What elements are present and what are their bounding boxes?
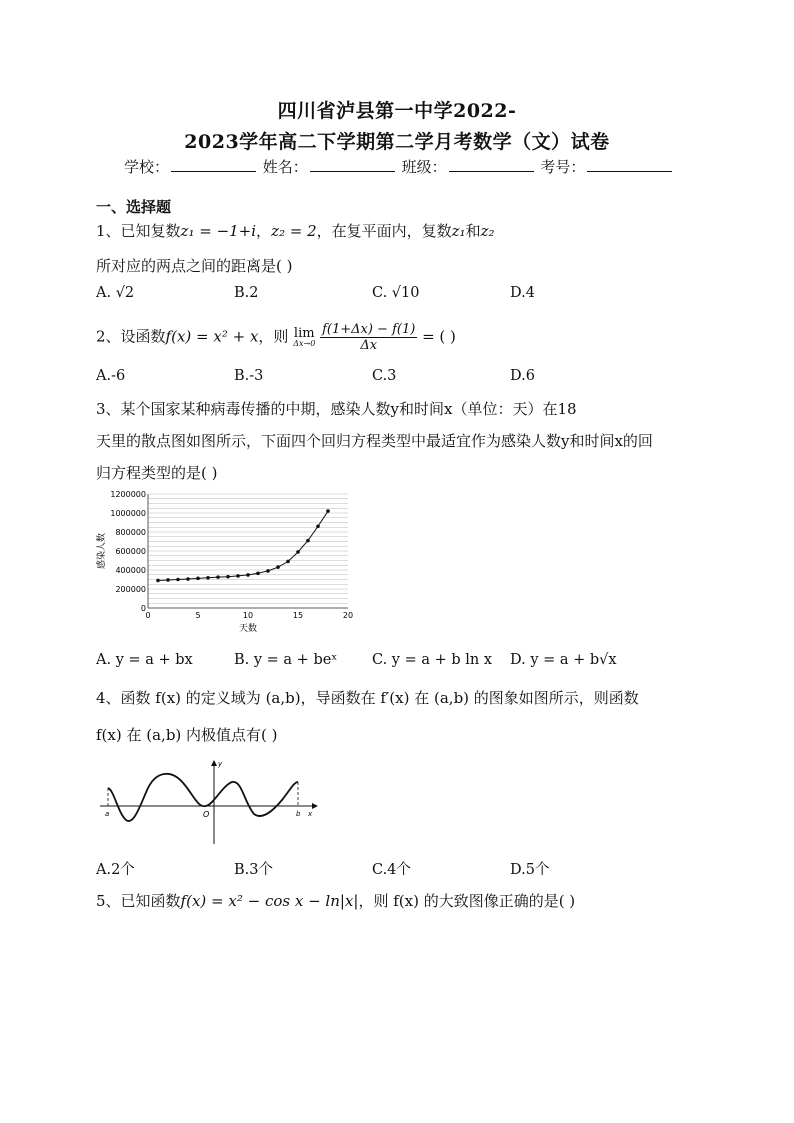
b-label: b bbox=[296, 810, 301, 818]
y-tick-label: 1200000 bbox=[110, 490, 146, 499]
x-tick-label: 10 bbox=[242, 611, 254, 620]
data-point bbox=[296, 550, 300, 554]
q1-option-a: A. √2 bbox=[96, 285, 135, 301]
q2-numerator: f(1+Δx) − f(1) bbox=[322, 322, 416, 337]
scatter-chart bbox=[92, 486, 362, 646]
data-point bbox=[326, 509, 330, 513]
q2-then: ，则 bbox=[258, 327, 289, 346]
x-tick-label: 5 bbox=[195, 611, 201, 620]
origin-label: O bbox=[203, 810, 210, 819]
q2-option-a: A.-6 bbox=[96, 368, 126, 384]
q5-suffix: ，则 f(x) 的大致图像正确的是( ) bbox=[358, 892, 576, 910]
paper-title-line2: 2023学年高二下学期第二学月考数学（文）试卷 bbox=[184, 131, 610, 153]
q4-option-d: D.5个 bbox=[510, 862, 550, 878]
q2-option-b: B.-3 bbox=[234, 368, 264, 384]
q2-limit bbox=[293, 327, 315, 348]
data-point bbox=[256, 572, 260, 576]
name-label: 姓名： bbox=[262, 158, 308, 176]
number-label: 考号： bbox=[540, 158, 586, 176]
q3-option-c: C. y = a + b ln x bbox=[372, 652, 493, 668]
class-blank[interactable] bbox=[449, 157, 534, 172]
data-point bbox=[236, 574, 240, 578]
q2-option-c: C.3 bbox=[372, 368, 397, 384]
q4-option-c: C.4个 bbox=[372, 862, 411, 878]
x-tick-label: 20 bbox=[342, 611, 354, 620]
q2-lim: lim bbox=[293, 326, 315, 341]
question-1-line1 bbox=[96, 220, 495, 241]
data-point bbox=[246, 573, 250, 577]
q2-fraction bbox=[320, 322, 417, 353]
q2-func: f(x) = x² + x bbox=[165, 327, 259, 346]
data-point bbox=[156, 579, 160, 583]
y-axis-label: 感染人数 bbox=[97, 532, 107, 570]
data-point bbox=[226, 575, 230, 579]
data-point bbox=[176, 578, 180, 582]
data-point bbox=[276, 565, 280, 569]
q1-option-b: B.2 bbox=[234, 285, 259, 301]
y-tick-label: 1000000 bbox=[110, 509, 146, 518]
q2-option-d: D.6 bbox=[510, 368, 535, 384]
q3-option-a: A. y = a + bx bbox=[96, 652, 193, 668]
y-tick-label: 400000 bbox=[115, 566, 146, 575]
q1-z1b: z₁ bbox=[451, 222, 466, 240]
q1-option-c: C. √10 bbox=[372, 285, 420, 301]
student-info-fields bbox=[124, 156, 674, 177]
question-4-line2: f(x) 在 (a,b) 内极值点有( ) bbox=[96, 726, 278, 744]
class-label: 班级： bbox=[401, 158, 447, 176]
q2-denominator: Δx bbox=[360, 338, 378, 353]
q3-option-d: D. y = a + b√x bbox=[510, 652, 617, 668]
q1-z1: z₁ = −1+i bbox=[180, 222, 257, 240]
data-point bbox=[206, 576, 210, 580]
number-blank[interactable] bbox=[587, 157, 672, 172]
derivative-graph bbox=[96, 758, 326, 850]
question-3-line2: 天里的散点图如图所示，下面四个回归方程类型中最适宜作为感染人数y和时间x的回 bbox=[96, 432, 653, 450]
x-label: x bbox=[308, 810, 313, 818]
y-tick-label: 200000 bbox=[115, 585, 146, 594]
school-blank[interactable] bbox=[171, 157, 256, 172]
school-label: 学校： bbox=[124, 158, 170, 176]
q1-sep: ， bbox=[256, 222, 272, 240]
x-tick-label: 0 bbox=[145, 611, 151, 620]
x-axis-arrow-icon bbox=[312, 803, 318, 809]
question-3-line1: 3、某个国家某种病毒传播的中期，感染人数y和时间x（单位：天）在18 bbox=[96, 400, 577, 418]
section-choice-heading: 一、选择题 bbox=[96, 198, 172, 216]
q1-option-d: D.4 bbox=[510, 285, 535, 301]
q5-prefix: 5、已知函数 bbox=[96, 892, 181, 910]
name-blank[interactable] bbox=[310, 157, 395, 172]
data-point bbox=[216, 575, 220, 579]
data-point bbox=[196, 577, 200, 581]
q4-option-a: A.2个 bbox=[96, 862, 135, 878]
question-3-line3: 归方程类型的是( ) bbox=[96, 464, 218, 482]
data-point bbox=[166, 578, 170, 582]
q1-z2: z₂ = 2 bbox=[271, 222, 317, 240]
q2-lim-sub: Δx→0 bbox=[293, 339, 316, 348]
paper-title-line1: 四川省泸县第一中学2022- bbox=[277, 100, 517, 122]
data-point bbox=[186, 577, 190, 581]
y-tick-label: 600000 bbox=[115, 547, 146, 556]
q3-option-b: B. y = a + beˣ bbox=[234, 652, 338, 668]
data-point bbox=[266, 569, 270, 573]
q4-option-b: B.3个 bbox=[234, 862, 273, 878]
question-5 bbox=[96, 890, 575, 911]
question-2 bbox=[96, 322, 456, 353]
data-point bbox=[316, 525, 320, 529]
data-point bbox=[286, 560, 290, 564]
y-tick-label: 0 bbox=[140, 604, 146, 613]
q5-func: f(x) = x² − cos x − ln|x| bbox=[180, 892, 359, 910]
y-axis-arrow-icon bbox=[211, 760, 217, 766]
q1-middle: ，在复平面内，复数 bbox=[316, 222, 452, 240]
q2-tail: = ( ) bbox=[422, 327, 456, 346]
q1-and: 和 bbox=[465, 222, 481, 240]
y-label: y bbox=[218, 760, 223, 768]
q1-z2b: z₂ bbox=[480, 222, 495, 240]
x-axis-label: 天数 bbox=[238, 624, 258, 634]
q1-prefix: 1、已知复数 bbox=[96, 222, 181, 240]
question-1-line2: 所对应的两点之间的距离是( ) bbox=[96, 257, 293, 275]
q2-prefix: 2、设函数 bbox=[96, 327, 166, 346]
x-tick-label: 15 bbox=[292, 611, 304, 620]
data-point bbox=[306, 539, 310, 543]
y-tick-label: 800000 bbox=[115, 528, 146, 537]
question-4-line1: 4、函数 f(x) 的定义域为 (a,b)，导函数在 f′(x) 在 (a,b) 的图象如图所示，则函数 bbox=[96, 689, 639, 707]
a-label: a bbox=[105, 810, 110, 818]
